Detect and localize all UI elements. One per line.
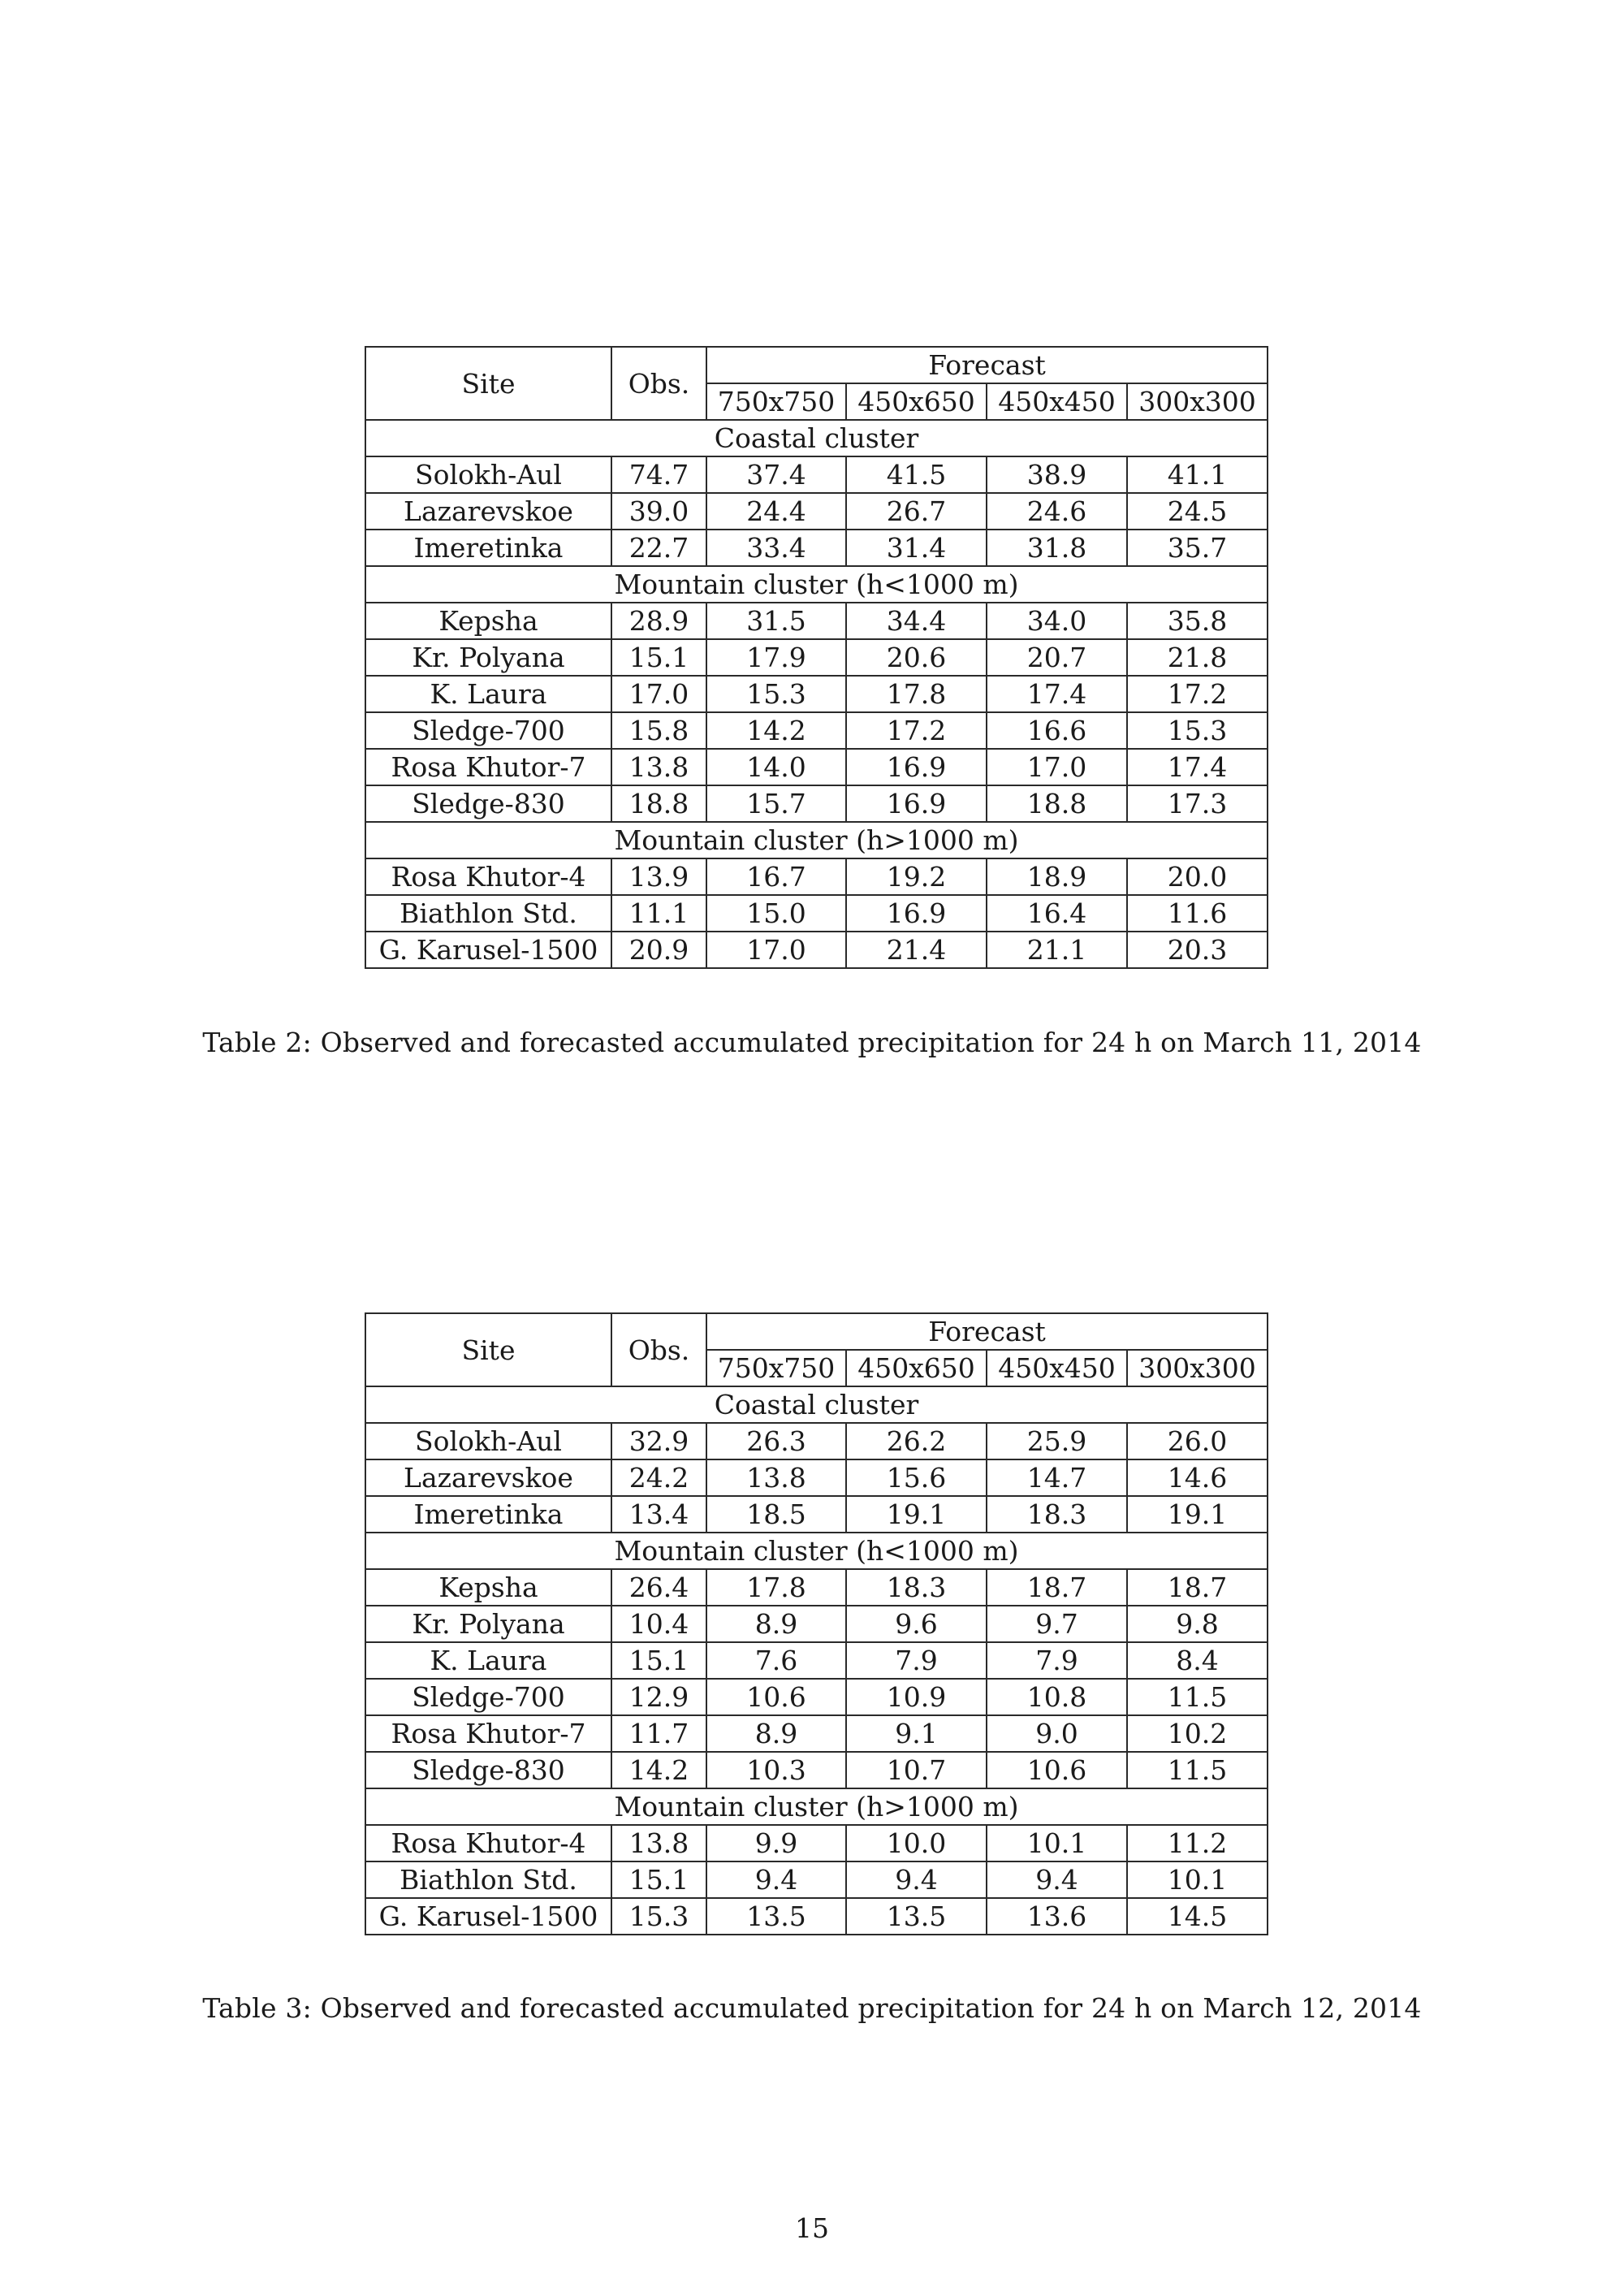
forecast-value-cell: 17.9	[706, 639, 846, 676]
site-name-cell: Rosa Khutor-7	[365, 1715, 611, 1752]
site-name-cell: Sledge-700	[365, 1679, 611, 1715]
forecast-value-cell: 41.5	[846, 456, 987, 493]
forecast-value-cell: 11.6	[1127, 895, 1268, 932]
table-row	[365, 785, 1268, 822]
site-name-cell: Kr. Polyana	[365, 639, 611, 676]
site-name-cell: Sledge-830	[365, 1752, 611, 1788]
forecast-value-cell: 16.4	[987, 895, 1127, 932]
forecast-value-cell: 16.7	[706, 858, 846, 895]
forecast-value-cell: 16.6	[987, 712, 1127, 749]
page-number: 15	[795, 2212, 829, 2244]
forecast-value-cell: 14.6	[1127, 1459, 1268, 1496]
forecast-value-cell: 9.6	[846, 1606, 987, 1642]
site-name-cell: G. Karusel-1500	[365, 1898, 611, 1935]
table-row	[365, 676, 1268, 712]
forecast-value-cell: 26.3	[706, 1423, 846, 1459]
forecast-value-cell: 9.8	[1127, 1606, 1268, 1642]
forecast-value-cell: 9.4	[987, 1861, 1127, 1898]
forecast-value-cell: 19.1	[846, 1496, 987, 1533]
observed-value-cell: 15.8	[611, 712, 706, 749]
site-name-cell: Kr. Polyana	[365, 1606, 611, 1642]
forecast-value-cell: 17.0	[987, 749, 1127, 785]
forecast-value-cell: 31.4	[846, 530, 987, 566]
forecast-value-cell: 9.4	[706, 1861, 846, 1898]
forecast-value-cell: 11.2	[1127, 1825, 1268, 1861]
forecast-value-cell: 18.7	[1127, 1569, 1268, 1606]
forecast-value-cell: 9.9	[706, 1825, 846, 1861]
site-name-cell: Rosa Khutor-4	[365, 858, 611, 895]
forecast-value-cell: 31.8	[987, 530, 1127, 566]
table-row	[365, 1496, 1268, 1533]
table-row	[365, 1569, 1268, 1606]
observed-value-cell: 15.3	[611, 1898, 706, 1935]
forecast-value-cell: 9.4	[846, 1861, 987, 1898]
site-name-cell: Solokh-Aul	[365, 1423, 611, 1459]
cluster-header-row	[365, 822, 1268, 858]
forecast-value-cell: 15.3	[706, 676, 846, 712]
table-row	[365, 712, 1268, 749]
table-row	[365, 1825, 1268, 1861]
table-row	[365, 456, 1268, 493]
table-body	[365, 420, 1268, 968]
site-name-cell: K. Laura	[365, 1642, 611, 1679]
grid-column-header: 450x450	[987, 383, 1127, 420]
observed-value-cell: 28.9	[611, 603, 706, 639]
table-row	[365, 603, 1268, 639]
forecast-value-cell: 26.0	[1127, 1423, 1268, 1459]
table-row	[365, 1679, 1268, 1715]
forecast-value-cell: 18.7	[987, 1569, 1127, 1606]
site-name-cell: Rosa Khutor-4	[365, 1825, 611, 1861]
observed-value-cell: 15.1	[611, 1861, 706, 1898]
observed-value-cell: 15.1	[611, 1642, 706, 1679]
site-column-header: Site	[365, 347, 611, 420]
cluster-name: Coastal cluster	[365, 420, 1268, 456]
forecast-value-cell: 20.6	[846, 639, 987, 676]
observed-value-cell: 13.8	[611, 1825, 706, 1861]
observed-value-cell: 11.1	[611, 895, 706, 932]
table-row	[365, 1898, 1268, 1935]
forecast-value-cell: 9.0	[987, 1715, 1127, 1752]
forecast-value-cell: 18.9	[987, 858, 1127, 895]
site-name-cell: Imeretinka	[365, 1496, 611, 1533]
forecast-value-cell: 7.6	[706, 1642, 846, 1679]
forecast-value-cell: 31.5	[706, 603, 846, 639]
obs-column-header: Obs.	[611, 1313, 706, 1386]
forecast-value-cell: 15.7	[706, 785, 846, 822]
table-row	[365, 530, 1268, 566]
forecast-value-cell: 15.3	[1127, 712, 1268, 749]
forecast-value-cell: 9.1	[846, 1715, 987, 1752]
observed-value-cell: 11.7	[611, 1715, 706, 1752]
forecast-value-cell: 34.4	[846, 603, 987, 639]
cluster-header-row	[365, 420, 1268, 456]
table-row	[365, 895, 1268, 932]
forecast-value-cell: 24.6	[987, 493, 1127, 530]
forecast-value-cell: 17.4	[1127, 749, 1268, 785]
forecast-value-cell: 14.0	[706, 749, 846, 785]
forecast-value-cell: 21.4	[846, 932, 987, 968]
forecast-value-cell: 18.8	[987, 785, 1127, 822]
forecast-value-cell: 14.5	[1127, 1898, 1268, 1935]
forecast-value-cell: 11.5	[1127, 1752, 1268, 1788]
table-row	[365, 1715, 1268, 1752]
forecast-value-cell: 21.8	[1127, 639, 1268, 676]
forecast-value-cell: 10.6	[706, 1679, 846, 1715]
forecast-value-cell: 8.4	[1127, 1642, 1268, 1679]
forecast-value-cell: 10.1	[1127, 1861, 1268, 1898]
forecast-value-cell: 24.4	[706, 493, 846, 530]
observed-value-cell: 39.0	[611, 493, 706, 530]
forecast-value-cell: 25.9	[987, 1423, 1127, 1459]
forecast-value-cell: 26.2	[846, 1423, 987, 1459]
table-row	[365, 493, 1268, 530]
forecast-column-header: Forecast	[706, 347, 1268, 383]
forecast-value-cell: 10.2	[1127, 1715, 1268, 1752]
site-name-cell: Biathlon Std.	[365, 895, 611, 932]
observed-value-cell: 17.0	[611, 676, 706, 712]
site-name-cell: Imeretinka	[365, 530, 611, 566]
site-name-cell: Lazarevskoe	[365, 1459, 611, 1496]
observed-value-cell: 20.9	[611, 932, 706, 968]
observed-value-cell: 13.9	[611, 858, 706, 895]
forecast-value-cell: 18.5	[706, 1496, 846, 1533]
observed-value-cell: 24.2	[611, 1459, 706, 1496]
observed-value-cell: 22.7	[611, 530, 706, 566]
obs-column-header: Obs.	[611, 347, 706, 420]
forecast-value-cell: 35.8	[1127, 603, 1268, 639]
site-column-header: Site	[365, 1313, 611, 1386]
observed-value-cell: 74.7	[611, 456, 706, 493]
grid-column-header: 450x450	[987, 1350, 1127, 1386]
forecast-value-cell: 10.7	[846, 1752, 987, 1788]
forecast-value-cell: 15.0	[706, 895, 846, 932]
table-row	[365, 858, 1268, 895]
forecast-value-cell: 41.1	[1127, 456, 1268, 493]
forecast-value-cell: 7.9	[987, 1642, 1127, 1679]
forecast-value-cell: 14.2	[706, 712, 846, 749]
precipitation-table-march-12	[365, 1312, 1268, 1935]
forecast-value-cell: 35.7	[1127, 530, 1268, 566]
grid-column-header: 750x750	[706, 383, 846, 420]
observed-value-cell: 13.4	[611, 1496, 706, 1533]
observed-value-cell: 15.1	[611, 639, 706, 676]
site-name-cell: G. Karusel-1500	[365, 932, 611, 968]
cluster-name: Mountain cluster (h>1000 m)	[365, 1788, 1268, 1825]
observed-value-cell: 32.9	[611, 1423, 706, 1459]
site-name-cell: Kepsha	[365, 603, 611, 639]
forecast-value-cell: 13.8	[706, 1459, 846, 1496]
forecast-value-cell: 13.5	[846, 1898, 987, 1935]
forecast-value-cell: 34.0	[987, 603, 1127, 639]
forecast-value-cell: 20.7	[987, 639, 1127, 676]
forecast-value-cell: 19.2	[846, 858, 987, 895]
site-name-cell: Kepsha	[365, 1569, 611, 1606]
cluster-header-row	[365, 1533, 1268, 1569]
cluster-name: Coastal cluster	[365, 1386, 1268, 1423]
table-row	[365, 1423, 1268, 1459]
forecast-column-header: Forecast	[706, 1313, 1268, 1350]
site-name-cell: Lazarevskoe	[365, 493, 611, 530]
table-row	[365, 1752, 1268, 1788]
table-row	[365, 639, 1268, 676]
table-3-container	[0, 1312, 1624, 1935]
forecast-value-cell: 26.7	[846, 493, 987, 530]
table-row	[365, 749, 1268, 785]
table-row	[365, 1642, 1268, 1679]
forecast-value-cell: 20.3	[1127, 932, 1268, 968]
forecast-value-cell: 17.4	[987, 676, 1127, 712]
site-name-cell: Sledge-830	[365, 785, 611, 822]
table-row	[365, 1606, 1268, 1642]
site-name-cell: Solokh-Aul	[365, 456, 611, 493]
forecast-value-cell: 13.5	[706, 1898, 846, 1935]
site-name-cell: Sledge-700	[365, 712, 611, 749]
forecast-value-cell: 17.2	[1127, 676, 1268, 712]
forecast-value-cell: 37.4	[706, 456, 846, 493]
site-name-cell: K. Laura	[365, 676, 611, 712]
forecast-value-cell: 24.5	[1127, 493, 1268, 530]
forecast-value-cell: 18.3	[846, 1569, 987, 1606]
cluster-name: Mountain cluster (h>1000 m)	[365, 822, 1268, 858]
forecast-value-cell: 10.1	[987, 1825, 1127, 1861]
site-name-cell: Rosa Khutor-7	[365, 749, 611, 785]
forecast-value-cell: 13.6	[987, 1898, 1127, 1935]
grid-column-header: 450x650	[846, 383, 987, 420]
forecast-value-cell: 10.9	[846, 1679, 987, 1715]
observed-value-cell: 14.2	[611, 1752, 706, 1788]
forecast-value-cell: 10.0	[846, 1825, 987, 1861]
forecast-value-cell: 10.3	[706, 1752, 846, 1788]
forecast-value-cell: 18.3	[987, 1496, 1127, 1533]
forecast-value-cell: 8.9	[706, 1606, 846, 1642]
table-row	[365, 932, 1268, 968]
forecast-value-cell: 15.6	[846, 1459, 987, 1496]
table-row	[365, 1459, 1268, 1496]
cluster-header-row	[365, 1788, 1268, 1825]
forecast-value-cell: 16.9	[846, 749, 987, 785]
forecast-value-cell: 8.9	[706, 1715, 846, 1752]
forecast-value-cell: 17.8	[706, 1569, 846, 1606]
forecast-value-cell: 17.3	[1127, 785, 1268, 822]
table-body	[365, 1386, 1268, 1935]
grid-column-header: 300x300	[1127, 1350, 1268, 1386]
observed-value-cell: 26.4	[611, 1569, 706, 1606]
cluster-header-row	[365, 566, 1268, 603]
observed-value-cell: 10.4	[611, 1606, 706, 1642]
table-caption: Table 3: Observed and forecasted accumulated precipitation for 24 h on March 12, 2014	[202, 1992, 1422, 2024]
grid-column-header: 750x750	[706, 1350, 846, 1386]
forecast-value-cell: 14.7	[987, 1459, 1127, 1496]
table-row	[365, 1861, 1268, 1898]
forecast-value-cell: 16.9	[846, 895, 987, 932]
grid-column-header: 300x300	[1127, 383, 1268, 420]
forecast-value-cell: 10.6	[987, 1752, 1127, 1788]
forecast-value-cell: 17.0	[706, 932, 846, 968]
forecast-value-cell: 16.9	[846, 785, 987, 822]
cluster-header-row	[365, 1386, 1268, 1423]
forecast-value-cell: 19.1	[1127, 1496, 1268, 1533]
forecast-value-cell: 7.9	[846, 1642, 987, 1679]
cluster-name: Mountain cluster (h<1000 m)	[365, 1533, 1268, 1569]
observed-value-cell: 12.9	[611, 1679, 706, 1715]
forecast-value-cell: 20.0	[1127, 858, 1268, 895]
observed-value-cell: 18.8	[611, 785, 706, 822]
observed-value-cell: 13.8	[611, 749, 706, 785]
forecast-value-cell: 38.9	[987, 456, 1127, 493]
forecast-value-cell: 33.4	[706, 530, 846, 566]
table-2-container	[0, 346, 1624, 969]
forecast-value-cell: 17.2	[846, 712, 987, 749]
precipitation-table-march-11	[365, 346, 1268, 969]
table-caption: Table 2: Observed and forecasted accumulated precipitation for 24 h on March 11, 2014	[202, 1027, 1422, 1058]
forecast-value-cell: 17.8	[846, 676, 987, 712]
grid-column-header: 450x650	[846, 1350, 987, 1386]
site-name-cell: Biathlon Std.	[365, 1861, 611, 1898]
cluster-name: Mountain cluster (h<1000 m)	[365, 566, 1268, 603]
forecast-value-cell: 21.1	[987, 932, 1127, 968]
forecast-value-cell: 9.7	[987, 1606, 1127, 1642]
forecast-value-cell: 10.8	[987, 1679, 1127, 1715]
forecast-value-cell: 11.5	[1127, 1679, 1268, 1715]
